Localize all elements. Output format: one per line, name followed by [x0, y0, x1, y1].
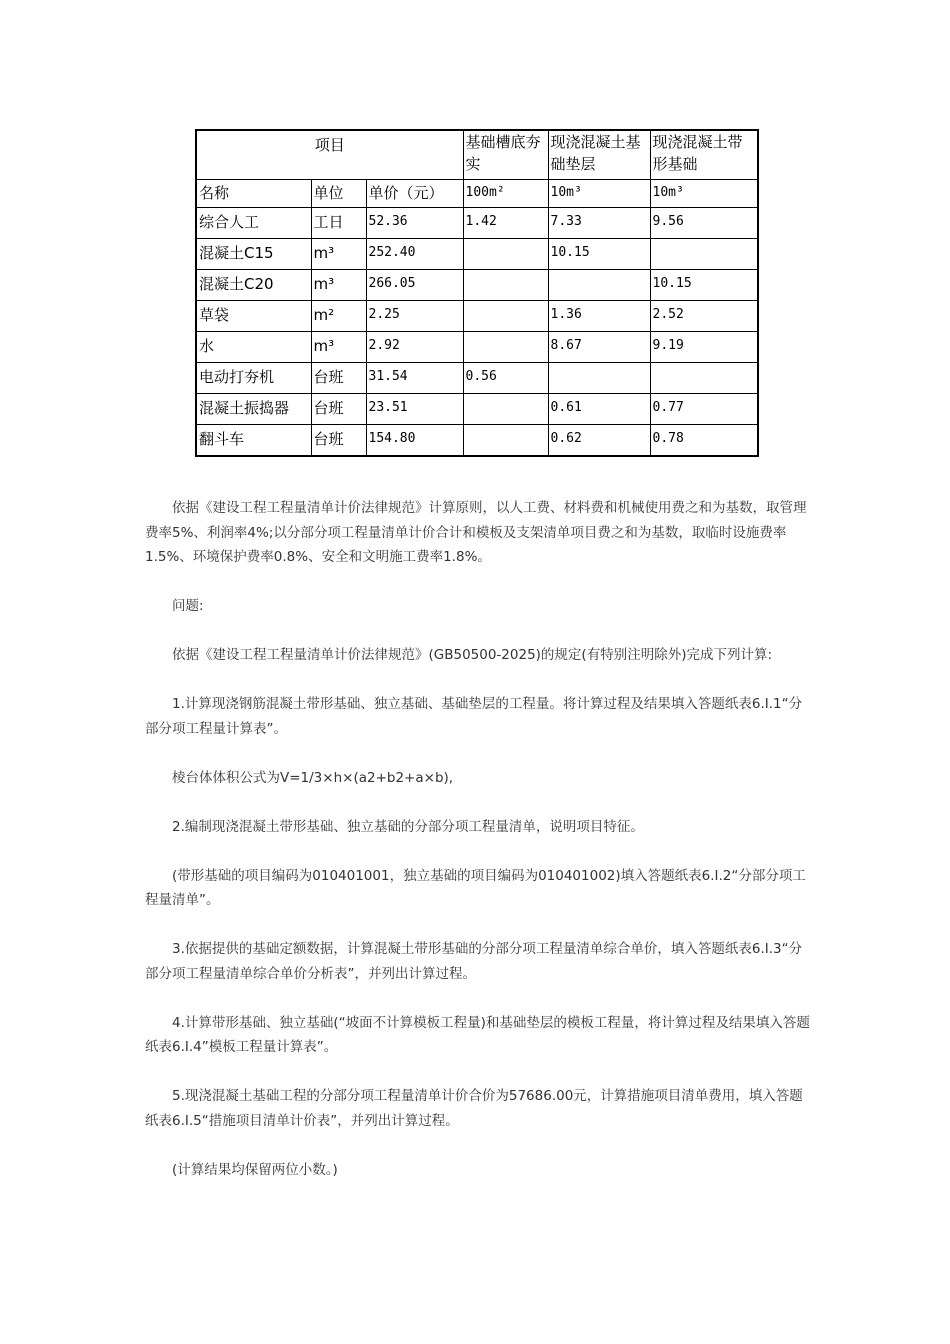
cell-c2: 0.62	[548, 425, 650, 457]
cell-c2: 7.33	[548, 208, 650, 239]
cell-price: 252.40	[366, 239, 463, 270]
units-col-3: 10m³	[650, 180, 758, 208]
table-row	[196, 394, 758, 425]
cell-c1	[463, 425, 548, 457]
header-col-3: 现浇混凝土带形基础	[650, 130, 758, 180]
cell-price: 2.92	[366, 332, 463, 363]
cell-unit: m³	[311, 332, 366, 363]
units-col-1: 100m²	[463, 180, 548, 208]
paragraph-question-3: 3.依据提供的基础定额数据，计算混凝土带形基础的分部分项工程量清单综合单价，填入答题纸表6.Ⅰ.3“分部分项工程量清单综合单价分析表”，并列出计算过程。	[145, 941, 803, 982]
cell-price: 31.54	[366, 363, 463, 394]
cell-c1: 1.42	[463, 208, 548, 239]
cell-unit: 台班	[311, 363, 366, 394]
cell-c2: 8.67	[548, 332, 650, 363]
header-col-2: 现浇混凝土基础垫层	[548, 130, 650, 180]
table-row	[196, 363, 758, 394]
cell-c3: 9.19	[650, 332, 758, 363]
paragraph-codes: (带形基础的项目编码为010401001，独立基础的项目编码为010401002)填入答题纸表6.Ⅰ.2“分部分项工程量清单”。	[145, 867, 806, 908]
quota-table	[195, 129, 759, 457]
cell-c2: 10.15	[548, 239, 650, 270]
cell-c1: 0.56	[463, 363, 548, 394]
cell-c3: 10.15	[650, 270, 758, 301]
cell-unit: 台班	[311, 394, 366, 425]
cell-price: 2.25	[366, 301, 463, 332]
table-header-row	[196, 130, 758, 180]
cell-c2: 1.36	[548, 301, 650, 332]
cell-unit: m³	[311, 270, 366, 301]
header-col-1: 基础槽底夯实	[463, 130, 548, 180]
cell-price: 52.36	[366, 208, 463, 239]
cell-c1	[463, 332, 548, 363]
table-row	[196, 208, 758, 239]
cell-c3: 0.78	[650, 425, 758, 457]
cell-unit: m²	[311, 301, 366, 332]
cell-c1	[463, 394, 548, 425]
table-row	[196, 332, 758, 363]
paragraph-question-2: 2.编制现浇混凝土带形基础、独立基础的分部分项工程量清单，说明项目特征。	[172, 818, 644, 835]
table-row	[196, 425, 758, 457]
paragraph-questions-label: 问题:	[172, 598, 204, 614]
units-col-2: 10m³	[548, 180, 650, 208]
cell-c3: 0.77	[650, 394, 758, 425]
cell-c3	[650, 363, 758, 394]
cell-name: 草袋	[196, 301, 311, 332]
cell-c3: 9.56	[650, 208, 758, 239]
table-row	[196, 270, 758, 301]
units-unit: 单位	[311, 180, 366, 208]
cell-name: 混凝土C20	[196, 270, 311, 301]
paragraph-calculation-basis: 依据《建设工程工程量清单计价法律规范》计算原则，以人工费、材料费和机械使用费之和为基数，取管理费率5%、利润率4%;以分部分项工程量清单计价合计和模板及支架清单项目费之和为基数，取临时设施费率1.5%、环境保护费率0.8%、安全和文明施工费率1.8%。	[145, 500, 807, 565]
paragraph-question-4: 4.计算带形基础、独立基础(“坡面不计算模板工程量)和基础垫层的模板工程量，将计算过程及结果填入答题纸表6.Ⅰ.4”模板工程量计算表”。	[145, 1014, 810, 1055]
paragraph-questions-intro: 依据《建设工程工程量清单计价法律规范》(GB50500-2025)的规定(有特别注明除外)完成下列计算:	[172, 647, 773, 663]
paragraph-question-1: 1.计算现浇钢筋混凝土带形基础、独立基础、基础垫层的工程量。将计算过程及结果填入答题纸表6.Ⅰ.1“分部分项工程量计算表”。	[145, 696, 803, 737]
cell-name: 综合人工	[196, 208, 311, 239]
cell-price: 154.80	[366, 425, 463, 457]
paragraph-precision-note: (计算结果均保留两位小数。)	[172, 1161, 338, 1178]
cell-c2	[548, 270, 650, 301]
units-name: 名称	[196, 180, 311, 208]
cell-name: 混凝土振捣器	[196, 394, 311, 425]
cell-unit: m³	[311, 239, 366, 270]
cell-c2	[548, 363, 650, 394]
header-project: 项目	[196, 130, 463, 180]
cell-name: 水	[196, 332, 311, 363]
cell-name: 混凝土C15	[196, 239, 311, 270]
cell-price: 266.05	[366, 270, 463, 301]
document-body	[145, 496, 810, 1207]
cell-price: 23.51	[366, 394, 463, 425]
cell-unit: 台班	[311, 425, 366, 457]
table-row	[196, 239, 758, 270]
cell-c2: 0.61	[548, 394, 650, 425]
cell-c3: 2.52	[650, 301, 758, 332]
cell-c1	[463, 270, 548, 301]
cell-c1	[463, 301, 548, 332]
cell-name: 翻斗车	[196, 425, 311, 457]
units-price: 单价（元）	[366, 180, 463, 208]
cell-unit: 工日	[311, 208, 366, 239]
cell-c3	[650, 239, 758, 270]
cell-name: 电动打夯机	[196, 363, 311, 394]
paragraph-formula: 棱台体体积公式为V=1/3×h×(a2+b2+a×b),	[172, 769, 454, 786]
cell-c1	[463, 239, 548, 270]
table-units-row	[196, 180, 758, 208]
table-row	[196, 301, 758, 332]
paragraph-question-5: 5.现浇混凝土基础工程的分部分项工程量清单计价合价为57686.00元，计算措施项目清单费用，填入答题纸表6.Ⅰ.5“措施项目清单计价表”，并列出计算过程。	[145, 1088, 803, 1129]
